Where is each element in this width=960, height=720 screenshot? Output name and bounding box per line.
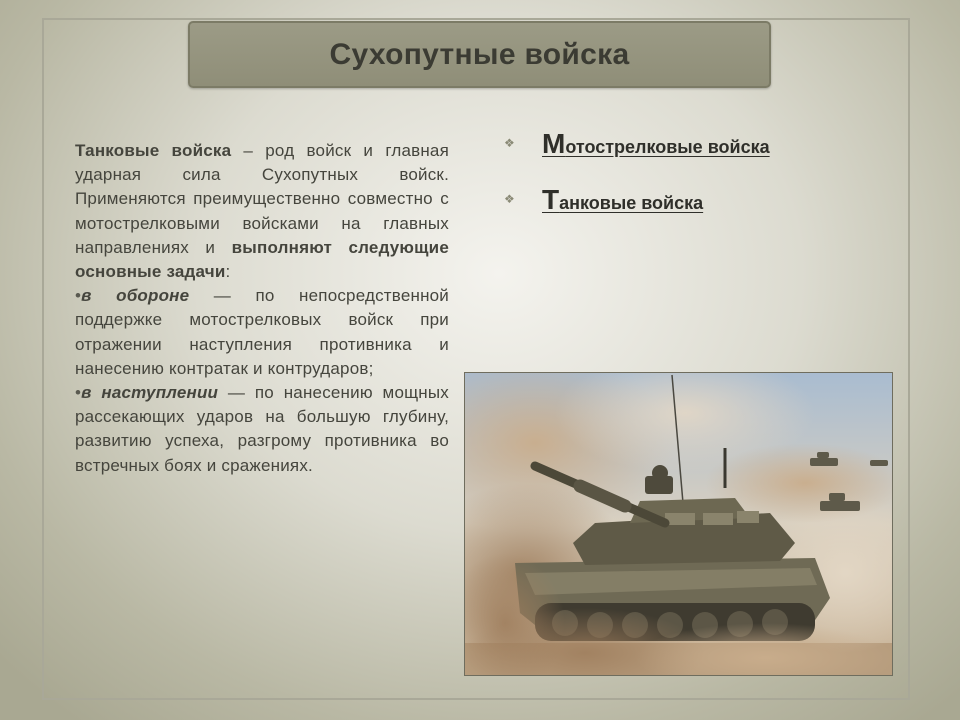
task-defense-text: — по непосредственной поддержке мотострелковых войск при отражении наступления противника и нанесению контратак и контрударов;: [75, 286, 450, 378]
tank-illustration: [465, 373, 892, 675]
link-tank-troops[interactable]: Танковые войска: [542, 184, 704, 215]
link-motor-rifle-troops[interactable]: Мотострелковые войска: [542, 128, 770, 159]
intro-term: Танковые войска: [75, 141, 232, 160]
intro-bold: выполняют следующие основные задачи: [75, 237, 449, 282]
task-offense: [75, 381, 449, 478]
task-offense-term: в наступлении: [81, 383, 219, 403]
task-defense-term: в обороне: [81, 286, 190, 306]
nav-item-motor-rifle: [504, 128, 894, 164]
slide-title-bar: [188, 21, 771, 88]
nav-item-tank: [504, 184, 894, 220]
nav-list: [504, 128, 894, 240]
task-defense: [75, 284, 449, 381]
diamond-bullet-icon: ❖: [504, 136, 515, 150]
task-offense-text: — по нанесению мощных рассекающих ударов на большую глубину, развитию успеха, разгрому противника во встречных боях и сражениях.: [75, 383, 449, 475]
intro-rest: – род войск и главная ударная сила Сухопутных войск. Применяются преимущественно совместно с мотострелковыми войсками на главных направлениях и: [75, 141, 449, 257]
slide-title: Сухопутные войска: [329, 37, 630, 71]
bullet-icon: •: [75, 383, 82, 403]
diamond-bullet-icon: ❖: [504, 192, 515, 206]
tank-photo: [464, 372, 893, 676]
intro-end: :: [225, 262, 231, 282]
intro-paragraph: [75, 139, 449, 284]
body-text-block: [75, 139, 449, 478]
bullet-icon: •: [75, 286, 82, 306]
